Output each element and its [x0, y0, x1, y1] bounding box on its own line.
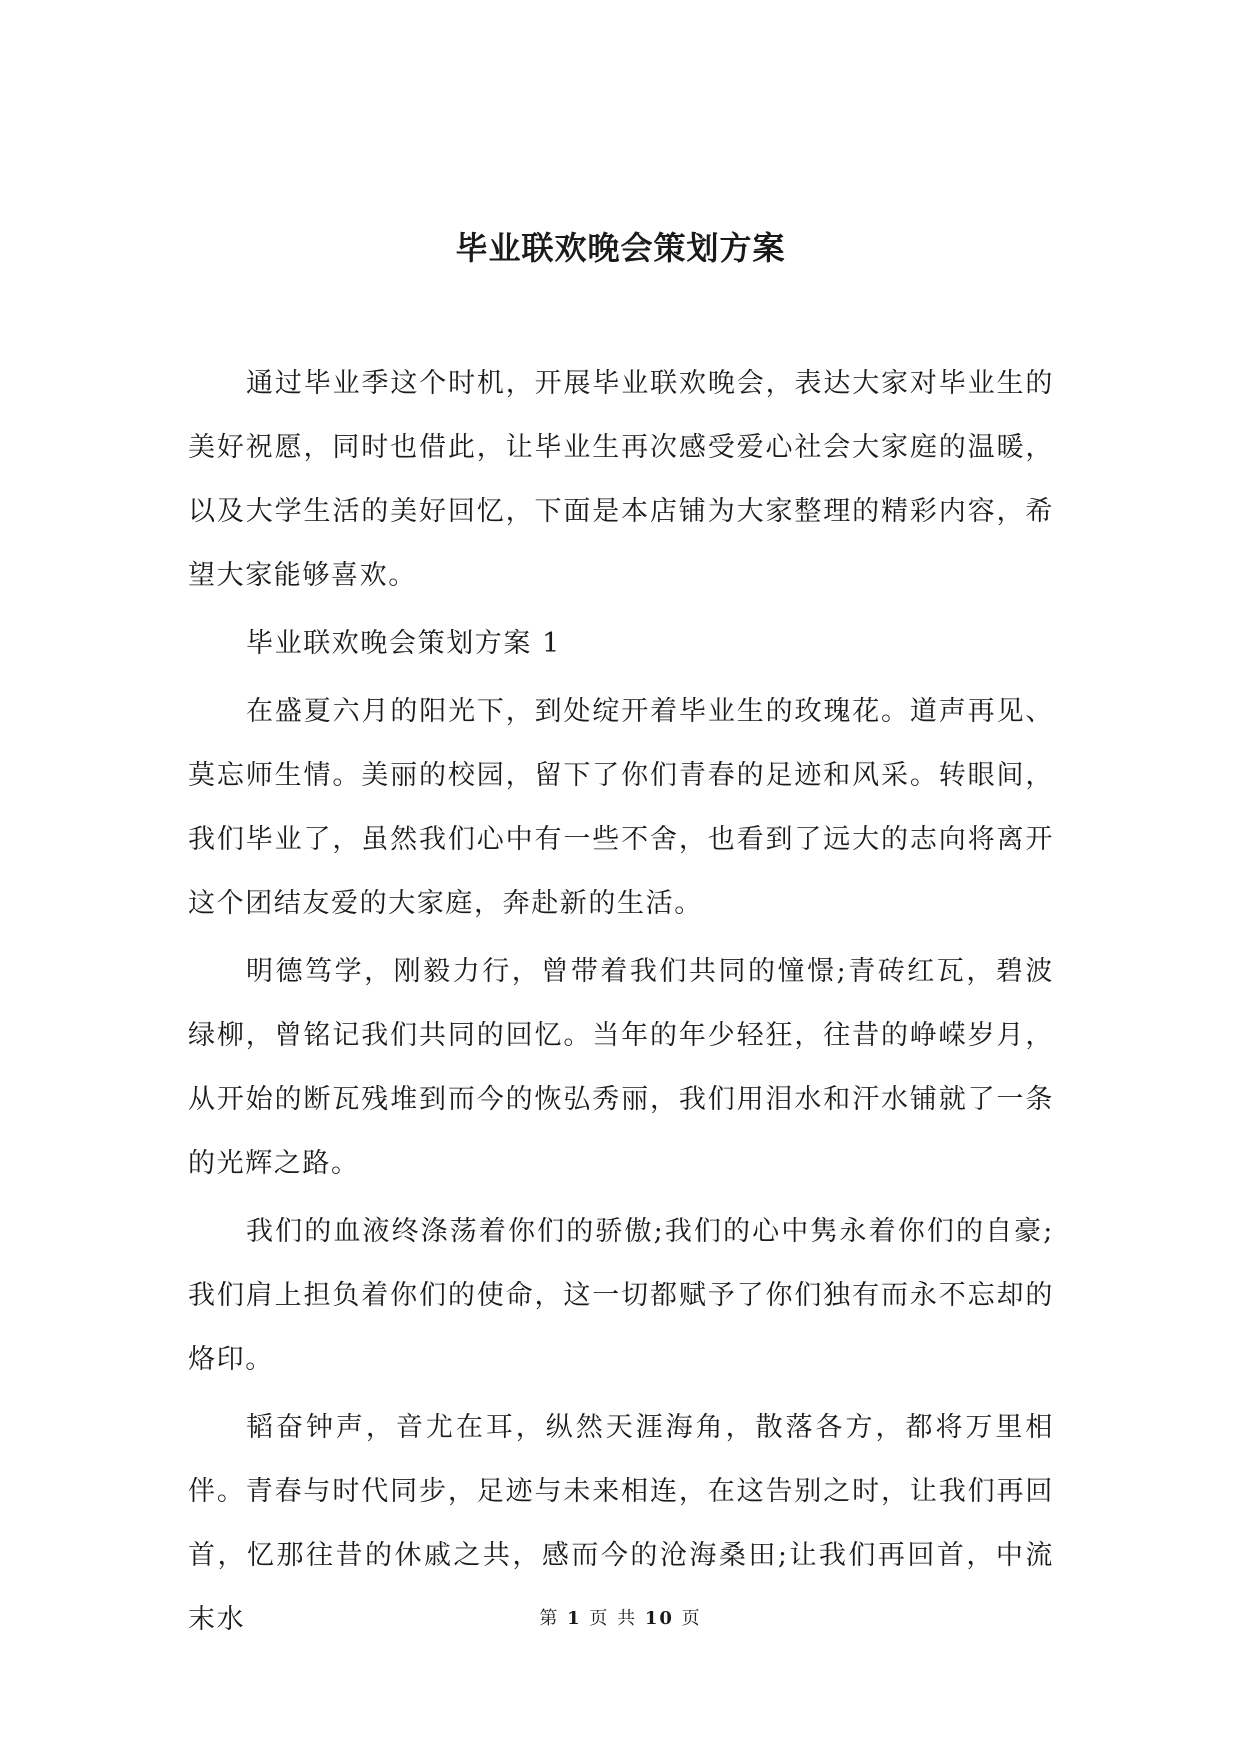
section-heading: 毕业联欢晚会策划方案 1	[246, 628, 561, 659]
body-paragraph: 明德笃学，刚毅力行，曾带着我们共同的憧憬;青砖红瓦，碧波绿柳，曾铭记我们共同的回忆。当年的年少轻狂，往昔的峥嵘岁月，从开始的断瓦残堆到而今的恢弘秀丽，我们用泪水和汗水铺就了一条的光辉之路。	[188, 956, 1054, 1179]
footer-prefix: 第	[539, 1608, 560, 1629]
document-body	[188, 352, 1054, 1656]
footer-suffix: 页	[681, 1608, 702, 1629]
page-footer	[0, 1607, 1241, 1631]
body-paragraph: 韬奋钟声，音尤在耳，纵然天涯海角，散落各方，都将万里相伴。青春与时代同步，足迹与未来相连，在这告别之时，让我们再回首，忆那往昔的休戚之共，感而今的沧海桑田;让我们再回首，中流末水	[188, 1412, 1054, 1635]
footer-current-page: 1	[567, 1608, 582, 1629]
body-paragraph: 在盛夏六月的阳光下，到处绽开着毕业生的玫瑰花。道声再见、莫忘师生情。美丽的校园，留下了你们青春的足迹和风采。转眼间，我们毕业了，虽然我们心中有一些不舍，也看到了远大的志向将离开这个团结友爱的大家庭，奔赴新的生活。	[188, 696, 1054, 919]
footer-middle: 页 共	[589, 1608, 638, 1629]
footer-total-pages: 10	[644, 1608, 674, 1629]
intro-paragraph: 通过毕业季这个时机，开展毕业联欢晚会，表达大家对毕业生的美好祝愿，同时也借此，让毕业生再次感受爱心社会大家庭的温暖，以及大学生活的美好回忆，下面是本店铺为大家整理的精彩内容，希望大家能够喜欢。	[188, 368, 1054, 591]
body-paragraph: 我们的血液终涤荡着你们的骄傲;我们的心中隽永着你们的自豪;我们肩上担负着你们的使命，这一切都赋予了你们独有而永不忘却的烙印。	[188, 1216, 1054, 1375]
document-title: 毕业联欢晚会策划方案	[455, 229, 786, 267]
